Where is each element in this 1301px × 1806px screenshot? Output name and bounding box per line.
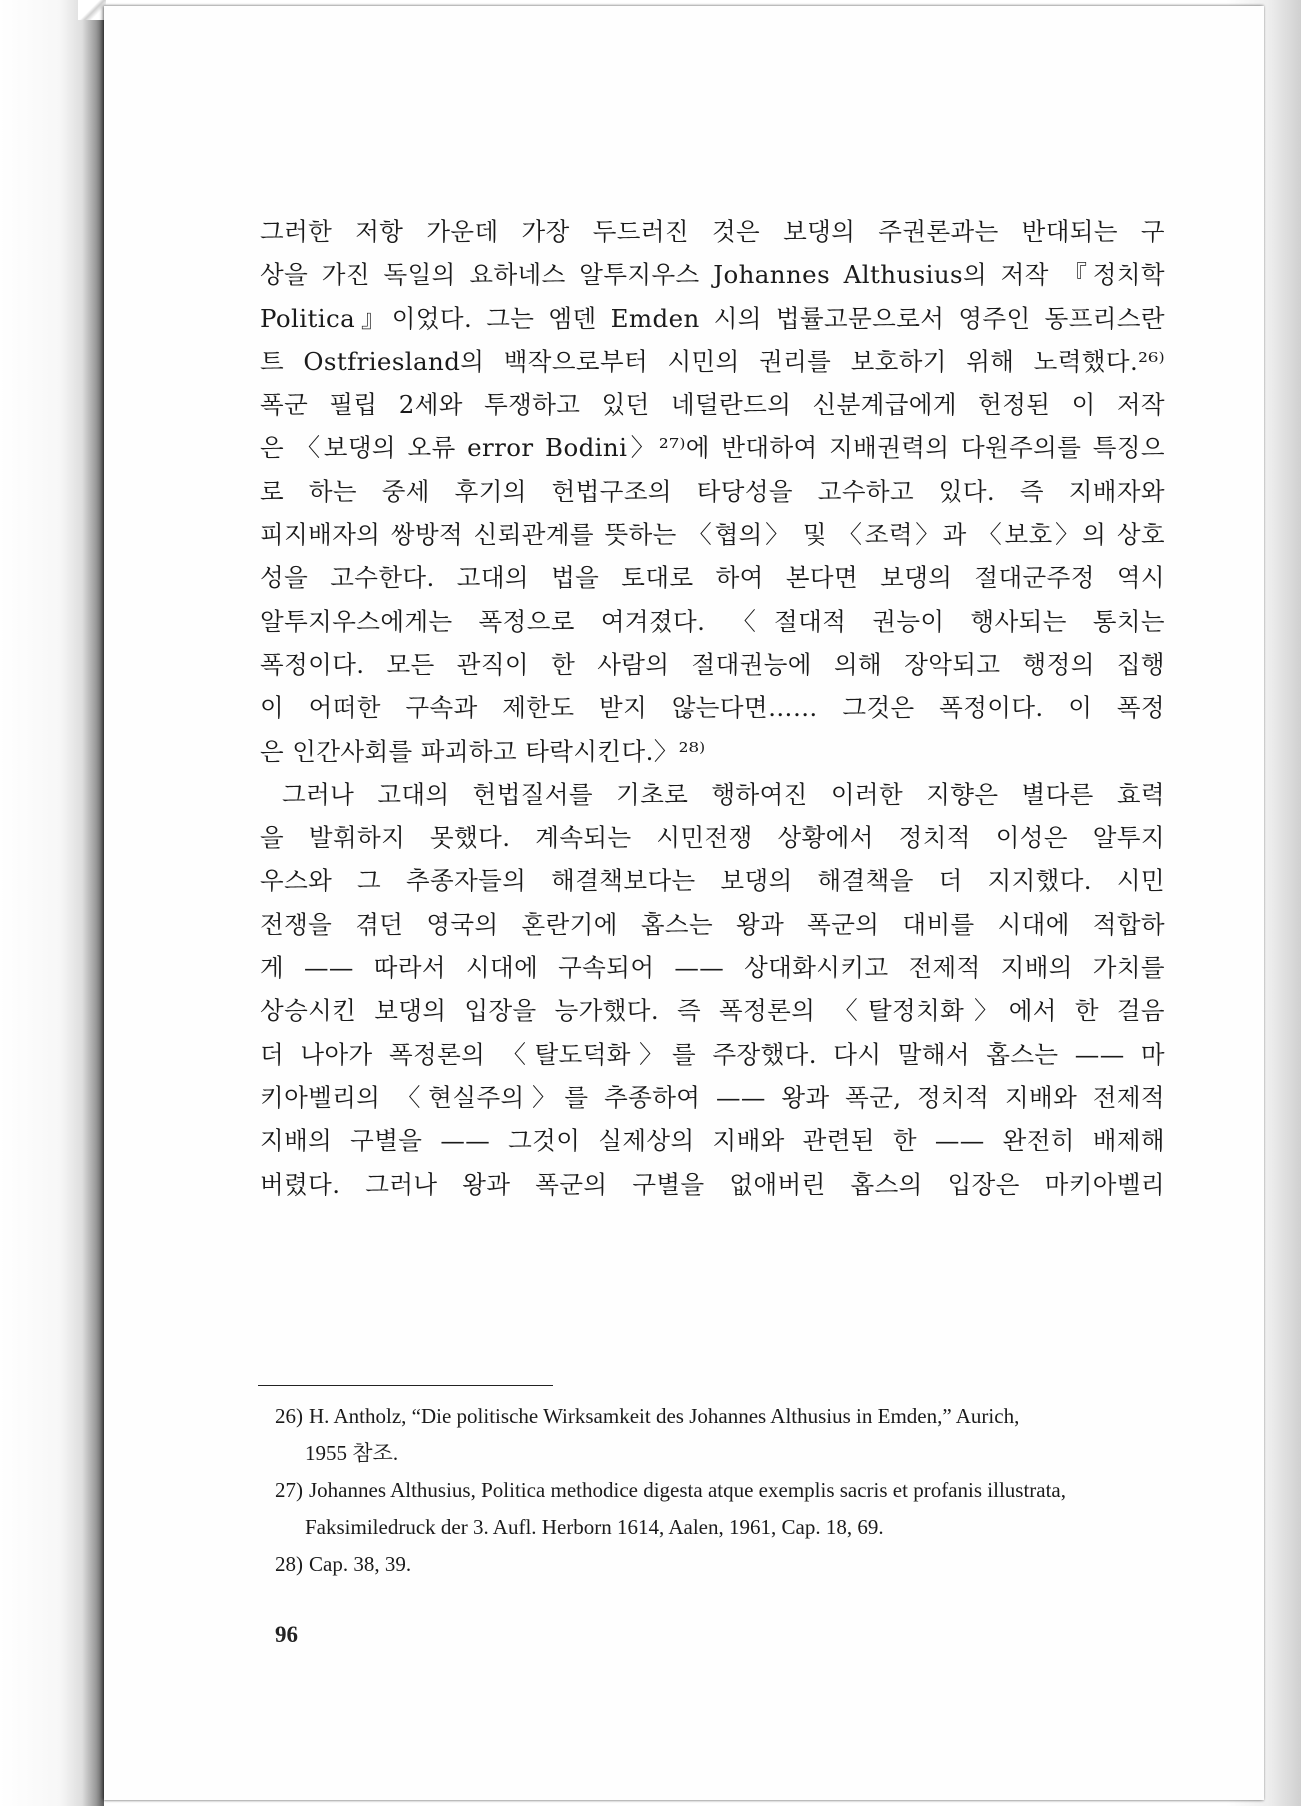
footnote-number: 28) [275,1552,303,1576]
footnote-number: 26) [275,1404,303,1428]
body-text [260,210,1165,1206]
footnote-text: Cap. 38, 39. [309,1552,412,1576]
body-line: 은 인간사회를 파괴하고 타락시킨다.〉²⁸⁾ [260,736,706,766]
body-line: 그러한 저항 가운데 가장 두드러진 것은 보댕의 주권론과는 반대되는 구 [260,217,1165,246]
footnote-number: 27) [275,1478,303,1502]
body-line: 더 나아가 폭정론의 〈탈도덕화〉를 주장했다. 다시 말해서 홉스는 —— 마 [260,1039,1165,1069]
body-line: 폭정이다. 모든 관직이 한 사람의 절대권능에 의해 장악되고 행정의 집행 [260,649,1165,679]
body-line: 게 —— 따라서 시대에 구속되어 —— 상대화시키고 전제적 지배의 가치를 [260,953,1165,983]
body-line: 그러나 고대의 헌법질서를 기초로 행하여진 이러한 지향은 별다른 효력 [282,779,1165,809]
body-line: 상을 가진 독일의 요하네스 알투지우스 Johannes Althusius의 저작 『정치학 [260,260,1165,290]
page-number: 96 [275,1622,298,1647]
body-line: 을 발휘하지 못했다. 계속되는 시민전쟁 상황에서 정치적 이성은 알투지 [260,823,1165,853]
footnote-text: Johannes Althusius, Politica methodice digesta atque exemplis sacris et profanis illustrata, [309,1478,1067,1502]
body-line: Politica』이었다. 그는 엠덴 Emden 시의 법률고문으로서 영주인 동프리스란 [260,303,1165,333]
footnote-separator [258,1385,553,1386]
body-line: 성을 고수한다. 고대의 법을 토대로 하여 본다면 보댕의 절대군주정 역시 [260,563,1165,593]
body-line: 피지배자의 쌍방적 신뢰관계를 뜻하는 〈협의〉 및 〈조력〉과 〈보호〉의 상호 [260,520,1165,550]
body-line: 이 어떠한 구속과 제한도 받지 않는다면…… 그것은 폭정이다. 이 폭정 [260,693,1165,723]
body-line: 로 하는 중세 후기의 헌법구조의 타당성을 고수하고 있다. 즉 지배자와 [260,476,1165,506]
footnote-26 [275,1398,1165,1435]
body-line: 트 Ostfriesland의 백작으로부터 시민의 권리를 보호하기 위해 노력했다.²⁶⁾ [260,346,1165,376]
body-line: 폭군 필립 2세와 투쟁하고 있던 네덜란드의 신분계급에게 헌정된 이 저작 [260,390,1165,420]
body-line: 알투지우스에게는 폭정으로 여겨졌다. 〈절대적 권능이 행사되는 통치는 [260,606,1165,636]
body-line: 우스와 그 추종자들의 해결책보다는 보댕의 해결책을 더 지지했다. 시민 [260,866,1165,896]
footnotes [275,1398,1165,1583]
body-line: 전쟁을 겪던 영국의 혼란기에 홉스는 왕과 폭군의 대비를 시대에 적합하 [260,909,1165,939]
body-line: 버렸다. 그러나 왕과 폭군의 구별을 없애버린 홉스의 입장은 마키아벨리 [260,1169,1165,1199]
body-line: 상승시킨 보댕의 입장을 능가했다. 즉 폭정론의 〈탈정치화〉에서 한 걸음 [260,996,1165,1026]
footnote-26-continued: 1955 참조. [305,1441,399,1465]
footnote-text: H. Antholz, “Die politische Wirksamkeit des Johannes Althusius in Emden,” Aurich, [309,1404,1020,1428]
body-line: 키아벨리의 〈현실주의〉를 추종하여 —— 왕과 폭군, 정치적 지배와 전제적 [260,1082,1165,1112]
footnote-27 [275,1472,1165,1509]
book-spine-shadow [0,0,104,1806]
body-line: 은 〈보댕의 오류 error Bodini〉²⁷⁾에 반대하여 지배권력의 다원주의를 특징으 [260,433,1165,463]
footnote-28 [275,1546,1165,1583]
footnote-27-continued: Faksimiledruck der 3. Aufl. Herborn 1614, Aalen, 1961, Cap. 18, 69. [305,1515,884,1539]
page-corner-fold [78,0,106,20]
body-line: 지배의 구별을 —— 그것이 실제상의 지배와 관련된 한 —— 완전히 배제해 [260,1126,1165,1156]
